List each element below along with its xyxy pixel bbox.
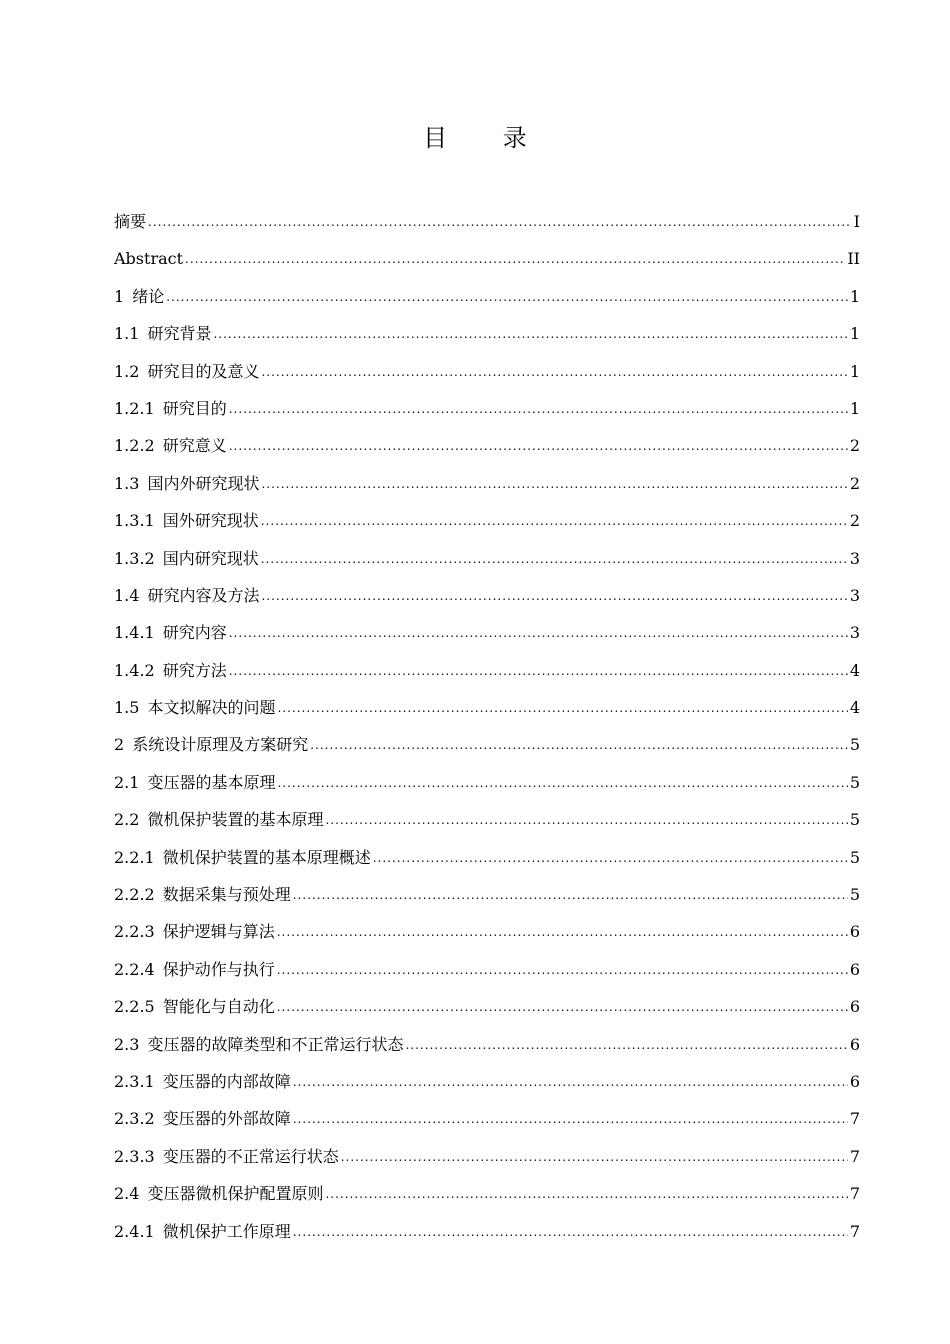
toc-entry[interactable] (114, 577, 860, 614)
toc-entry-text: 变压器的内部故障 (162, 1071, 291, 1091)
toc-entry-text: 变压器微机保护配置原则 (147, 1184, 324, 1204)
toc-dot-leader (405, 1025, 847, 1064)
toc-entry-label (114, 876, 291, 913)
toc-entry-text: 变压器的故障类型和不正常运行状态 (147, 1034, 404, 1054)
toc-entry-label (114, 278, 164, 315)
toc-entry-label (114, 1063, 291, 1100)
toc-entry-page-number: 1 (849, 361, 860, 381)
toc-entry-page-number: 1 (849, 286, 860, 306)
toc-entry-number: 2.2.4 (114, 959, 155, 979)
toc-entry-label (114, 1026, 403, 1063)
toc-dot-leader (293, 1212, 848, 1251)
toc-entry-label (114, 240, 183, 277)
toc-dot-leader (325, 800, 847, 839)
toc-entry[interactable] (114, 390, 860, 427)
toc-dot-leader (166, 277, 848, 316)
toc-entry-text: Abstract (114, 249, 184, 269)
toc-entry[interactable] (114, 1138, 860, 1175)
toc-entry-text: 绪论 (132, 286, 165, 306)
toc-entry-label (114, 951, 275, 988)
toc-entry[interactable] (114, 1100, 860, 1137)
toc-entry-page-number: 6 (849, 922, 860, 942)
toc-dot-leader (293, 875, 848, 914)
toc-entry-page-number: 1 (849, 324, 860, 344)
toc-entry[interactable] (114, 315, 860, 352)
toc-dot-leader (261, 539, 848, 578)
toc-entry-text: 国内外研究现状 (147, 473, 260, 493)
toc-entry-text: 微机保护工作原理 (162, 1221, 291, 1241)
toc-entry-text: 研究目的及意义 (147, 361, 260, 381)
toc-entry[interactable] (114, 1026, 860, 1063)
toc-entry-number: 2.1 (114, 772, 140, 792)
toc-entry-page-number: 6 (849, 1071, 860, 1091)
toc-dot-leader (277, 688, 847, 727)
toc-entry[interactable] (114, 353, 860, 390)
toc-entry-text: 国外研究现状 (162, 511, 259, 531)
toc-dot-leader (261, 576, 847, 615)
toc-entry[interactable] (114, 876, 860, 913)
toc-entry-number: 2.2.2 (114, 885, 155, 905)
toc-entry-page-number: 7 (849, 1221, 860, 1241)
toc-entry-number: 2.3 (114, 1034, 140, 1054)
toc-entry-number: 2.2.3 (114, 922, 155, 942)
toc-dot-leader (261, 352, 847, 391)
toc-entry-number: 1.3.1 (114, 511, 155, 531)
toc-entry-number: 2.3.1 (114, 1071, 155, 1091)
toc-entry-text: 智能化与自动化 (162, 997, 275, 1017)
toc-entry-page-number: 5 (849, 810, 860, 830)
toc-entry[interactable] (114, 764, 860, 801)
toc-entry-page-number: 3 (849, 585, 860, 605)
toc-entry-label (114, 913, 275, 950)
toc-dot-leader (325, 1174, 847, 1213)
toc-entry[interactable] (114, 278, 860, 315)
toc-entry-number: 2.3.3 (114, 1146, 155, 1166)
toc-entry-label (114, 764, 275, 801)
toc-entry-text: 数据采集与预处理 (162, 885, 291, 905)
toc-entry-label (114, 540, 259, 577)
toc-entry[interactable] (114, 951, 860, 988)
toc-entry-page-number: 5 (849, 772, 860, 792)
toc-entry-number: 1.4.2 (114, 660, 155, 680)
toc-entry-label (114, 577, 259, 614)
toc-entry-page-number: 7 (849, 1109, 860, 1129)
toc-entry-label (114, 502, 259, 539)
toc-entry-label (114, 315, 211, 352)
toc-entry[interactable] (114, 465, 860, 502)
toc-entry-number: 2.4 (114, 1184, 140, 1204)
toc-entry-label (114, 465, 259, 502)
toc-entry[interactable] (114, 203, 860, 240)
toc-entry-label (114, 1175, 323, 1212)
toc-entry[interactable] (114, 614, 860, 651)
toc-entry-number: 2.2.5 (114, 997, 155, 1017)
toc-entry-text: 研究内容 (162, 623, 227, 643)
toc-dot-leader (148, 202, 852, 241)
toc-entry-page-number: 7 (849, 1184, 860, 1204)
toc-entry-label (114, 427, 227, 464)
toc-entry-label (114, 652, 227, 689)
toc-entry-text: 国内研究现状 (162, 548, 259, 568)
toc-entry-text: 摘要 (114, 212, 147, 231)
toc-entry-page-number: 4 (849, 698, 860, 718)
toc-entry-page-number: 4 (849, 660, 860, 680)
toc-entry[interactable] (114, 652, 860, 689)
toc-entry-label (114, 726, 308, 763)
toc-dot-leader (229, 651, 848, 690)
toc-entry[interactable] (114, 839, 860, 876)
toc-entry[interactable] (114, 1175, 860, 1212)
toc-entry-page-number: 1 (849, 398, 860, 418)
toc-dot-leader (185, 239, 845, 278)
toc-dot-leader (261, 501, 848, 540)
toc-entry-number: 1.3 (114, 473, 140, 493)
toc-entry-text: 微机保护装置的基本原理概述 (162, 847, 371, 867)
toc-entry-label (114, 1100, 291, 1137)
toc-entry-number: 2.4.1 (114, 1221, 155, 1241)
toc-entry-page-number: I (853, 212, 860, 231)
toc-entry-text: 研究意义 (162, 436, 227, 456)
toc-entry-page-number: 2 (849, 436, 860, 456)
toc-entry-page-number: 6 (849, 997, 860, 1017)
toc-entry-page-number: 2 (849, 511, 860, 531)
toc-entry[interactable] (114, 1213, 860, 1250)
page-title: 目 录 (423, 124, 551, 152)
toc-entry-page-number: 6 (849, 1034, 860, 1054)
toc-entry-text: 变压器的不正常运行状态 (162, 1146, 339, 1166)
toc-entry-number: 1.2.2 (114, 436, 155, 456)
toc-entry-label (114, 839, 371, 876)
toc-entry-label (114, 988, 275, 1025)
toc-list (114, 203, 860, 1250)
toc-entry-number: 1.2 (114, 361, 140, 381)
toc-entry-page-number: 5 (849, 847, 860, 867)
toc-entry[interactable] (114, 427, 860, 464)
toc-entry-text: 保护动作与执行 (162, 959, 275, 979)
toc-entry-number: 1.1 (114, 324, 140, 344)
toc-entry-text: 本文拟解决的问题 (147, 698, 276, 718)
toc-entry[interactable] (114, 540, 860, 577)
toc-entry-number: 2.2 (114, 810, 140, 830)
toc-entry-text: 微机保护装置的基本原理 (147, 810, 324, 830)
toc-dot-leader (277, 950, 848, 989)
toc-dot-leader (373, 838, 848, 877)
toc-entry-number: 1.4 (114, 585, 140, 605)
toc-entry-number: 1.4.1 (114, 623, 155, 643)
toc-entry-label (114, 801, 323, 838)
toc-entry-page-number: 3 (849, 623, 860, 643)
toc-entry-number: 2.3.2 (114, 1109, 155, 1129)
toc-entry-page-number: 6 (849, 959, 860, 979)
toc-entry-label (114, 1213, 291, 1250)
toc-dot-leader (293, 1099, 848, 1138)
toc-entry-text: 研究背景 (147, 324, 212, 344)
toc-entry[interactable] (114, 988, 860, 1025)
toc-entry[interactable] (114, 1063, 860, 1100)
toc-entry[interactable] (114, 801, 860, 838)
toc-entry-number: 1 (114, 286, 125, 306)
toc-entry-number: 2 (114, 735, 125, 755)
toc-entry-text: 研究方法 (162, 660, 227, 680)
toc-entry[interactable] (114, 240, 860, 277)
toc-entry-label (114, 689, 275, 726)
toc-dot-leader (229, 613, 848, 652)
toc-entry-text: 变压器的外部故障 (162, 1109, 291, 1129)
toc-entry[interactable] (114, 502, 860, 539)
toc-entry-page-number: II (847, 249, 860, 269)
toc-entry-number: 1.5 (114, 698, 140, 718)
toc-entry-label (114, 614, 227, 651)
toc-entry-number: 1.2.1 (114, 398, 155, 418)
toc-entry[interactable] (114, 913, 860, 950)
toc-entry-text: 研究内容及方法 (147, 585, 260, 605)
toc-dot-leader (229, 389, 848, 428)
toc-dot-leader (310, 725, 848, 764)
toc-entry[interactable] (114, 689, 860, 726)
toc-entry-label (114, 1138, 339, 1175)
toc-dot-leader (261, 464, 847, 503)
toc-entry-text: 保护逻辑与算法 (162, 922, 275, 942)
toc-dot-leader (277, 987, 848, 1026)
toc-entry-page-number: 2 (849, 473, 860, 493)
toc-entry-label (114, 203, 146, 240)
toc-entry-page-number: 5 (849, 735, 860, 755)
toc-dot-leader (213, 314, 847, 353)
toc-entry-number: 1.3.2 (114, 548, 155, 568)
toc-dot-leader (277, 912, 848, 951)
toc-entry-label (114, 353, 259, 390)
toc-entry-label (114, 390, 227, 427)
toc-dot-leader (229, 426, 848, 465)
toc-dot-leader (293, 1062, 848, 1101)
toc-entry-page-number: 5 (849, 885, 860, 905)
toc-entry-text: 研究目的 (162, 398, 227, 418)
toc-entry-page-number: 3 (849, 548, 860, 568)
toc-entry[interactable] (114, 726, 860, 763)
toc-entry-number: 2.2.1 (114, 847, 155, 867)
toc-entry-text: 变压器的基本原理 (147, 772, 276, 792)
toc-dot-leader (341, 1137, 848, 1176)
toc-dot-leader (277, 763, 847, 802)
toc-entry-page-number: 7 (849, 1146, 860, 1166)
toc-entry-text: 系统设计原理及方案研究 (132, 735, 309, 755)
